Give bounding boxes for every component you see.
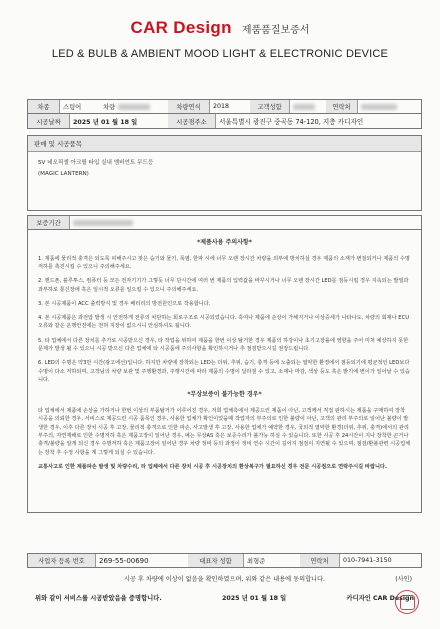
customer-form [27,99,422,513]
warranty-period-label: 보증기간 [28,216,70,229]
business-info [27,553,422,606]
shop-address: 서울특별시 광진구 중곡동 74-120, 지층 카디자인 [219,118,364,126]
certification-date: 2025 년 01 월 18 일 [222,595,287,602]
company-name: 카디자인 CAR Design [346,595,414,602]
phone-label: 연락처 [300,554,340,567]
date-row [27,114,422,129]
customer-value [290,100,326,113]
car-year-value: 2018 [213,103,230,110]
product-line-subtitle: LED & BULB & AMBIENT MOOD LIGHT & ELECTRONIC DEVICE [51,48,389,60]
note-item-2: 2. 핸드폰, 블루투스, 컴퓨터 등 모든 전자기기가 그렇듯 너무 단시간에 여러 번 제품의 입력값을 바꾸시거나 너무 오랜 장시간 LED를 점등시킬 경우 지속되는 발열과 과부하로 통신장애 혹은 일시적 오류를 일으킬 수 있으니 주의해주세요. [38,278,409,293]
product-section-body [28,152,421,210]
brand-name: CAR Design [130,18,232,37]
note-item-3: 3. 본 시공제품이 ACC 출력방식 및 경우 배터리의 방전원인으로 작용합니다. [38,300,211,307]
representative-value: 최형준 [247,558,266,565]
certification-line [27,589,422,606]
company-seal-icon [395,590,419,614]
car-number-field [100,100,168,113]
product-section-title: 판매 및 시공품목 [28,136,421,152]
product-model: (MAGIC LANTERN) [38,171,89,178]
agreement-text: 시공 후 차량에 이상이 없음을 확인하였으며, 위와 같은 내용에 동의합니다. [124,576,325,583]
warranty-row [27,215,422,230]
product-section [27,135,422,211]
redacted-contact [361,104,397,110]
customer-label: 고객성함 [250,100,290,113]
date-value: 2025 년 01 월 18 일 [73,118,138,126]
free-warranty-body: 타 업체에서 제품에 손상을 가하거나 한번 이상의 부품탈거가 이루어진 경우, 저희 업체측에서 제공드린 제품이 아닌, 고객께서 직접 판하시는 제품을 구매하여 장착 시공을 의뢰한 경우, 서비스로 제공드린 시공 품목인 경우, 사용한 업체가 확인이었을때 작업자의 부주의로 인한 불량이 아닌, 고객의 관리 부주의로 일어난 불량이 발생한 경우, 이후 다른 장치 시공 후 고장, 물리적 충격으로 인한 파손, 사고발생 후 고장, 사용한 업체가 예약한 경우, 국외적 열악한 환경(더위, 추위, 충격)에서의 관리 부주의, 자연재해로 인한 수명저하 혹은 제품고장이 일어난 경우, 예는 무상AS 혹은 보증수리가 불가능 하실 수 있습니다. 또한 시공 후 24시간이 지나 장착한 곤거나 충격/불량을 알게 되신 경우 수명저하 혹은 제품고장이 일어난 경우 차량 정비 등의 과정이 정비 연수 시간이 길어지 점검이 지연될 수 있으며, 점검/환불관련 시공업체는 장착 후 수정 사항을 계 그렇게 되실 수 있습니다. [38,407,411,456]
reg-number-label: 사업자 등록 번호 [28,554,96,567]
car-type-label: 차종 [28,100,60,113]
shop-label: 시공점주소 [168,114,216,128]
date-label: 시공날짜 [28,114,70,128]
contact-value [358,100,421,113]
warranty-period-value [70,216,421,229]
notes-title: *제품사용 주의사항* [197,239,252,246]
redacted-customer-name [293,104,315,110]
certification-text: 위와 같이 서비스를 시공받았음을 증명합니다. [35,595,162,602]
reg-number-value: 269-55-00690 [99,556,149,565]
product-name: 5V 네오픽셀 아크릴 타입 실내 엠비언트 무드등 [38,160,154,166]
note-item-5: 5. 타 업체에서 다른 장치를 추가로 시공받으신 경우, 타 작업을 위하여 제품을 한번 이상 탈거한 경우 제품의 하강이나 초기고장률에 영향을 주어 미처 예상하지 못한 문제가 발생 될 수 있으니 시공 받으신 다른 업체에 타 시공품에 주의사항을 확인하시거나 추 점검받으시길 권장드립니다. [38,337,409,353]
signature-label: (사인) [395,576,412,583]
free-warranty-title: *무상보증이 불가능한 경우* [187,391,262,399]
contact-label: 연락처 [326,100,358,113]
redacted-warranty-period [73,220,133,226]
document-title: 제품품질보증서 [241,25,310,36]
agreement-line [27,568,422,589]
note-item-4: 4. 본 시공제품은 과전압 발생 시 안전하게 전류의 차단하는 회로구조로 시공되었습니다. 혹여나 제품에 손상이 가해지거나 이상증세가 나타나도, 차량의 회재나 ECU오류와 같은 운행안전에는 전혀 지장이 없으시니 안심하셔도 됩니다. [38,315,409,330]
vehicle-row [27,99,422,114]
usage-notes [27,230,422,513]
car-type-value: 스팅어 [63,104,82,111]
car-number-label: 차량 [103,104,116,111]
car-year-label: 차량연식 [168,100,210,113]
phone-value: 010-7941-3150 [343,557,392,564]
business-row [27,553,422,568]
redacted-car-number [118,104,150,110]
note-item-6: 6. LED의 수명은 약3만 시간(광고에선)입니다. 하지만 차량에 장착되는 LED는 더위, 추위, 습기, 충격 등에 노출되는 열악한 환경에서 점등되기에 평균적인 LED보다 수명이 다소 저하되며, 고객님의 차량 보관 및 주행환경과, 주행시간에 따라 제품의 수명이 달라질 수 있고, 소재나 마감, 색상 등도 혹은 밝기에 변이가 일어날 수 있습니다. [38,360,410,384]
header [0,18,440,60]
note-item-1: 1. 제품에 물리적 충격은 되도록 피해주시고 잦은 습기와 물기, 폭염, 한파 시에 너무 오랜 장시간 차량을 외부에 방치하실 경우 제품의 소재가 변질되거나 제품의 수명저하를 촉진시킬 수 있으니 주의해주세요. [38,255,410,270]
representative-label: 대표자 성함 [188,554,244,567]
accident-notice: 교통사고로 인한 제품파손 발생 및 차량수리, 타 업체에서 다른 장치 시공 후 시공장치의 환상복구가 필요하신 경우 전문 시공점으로 연락주시길 바랍니다. [38,463,387,470]
